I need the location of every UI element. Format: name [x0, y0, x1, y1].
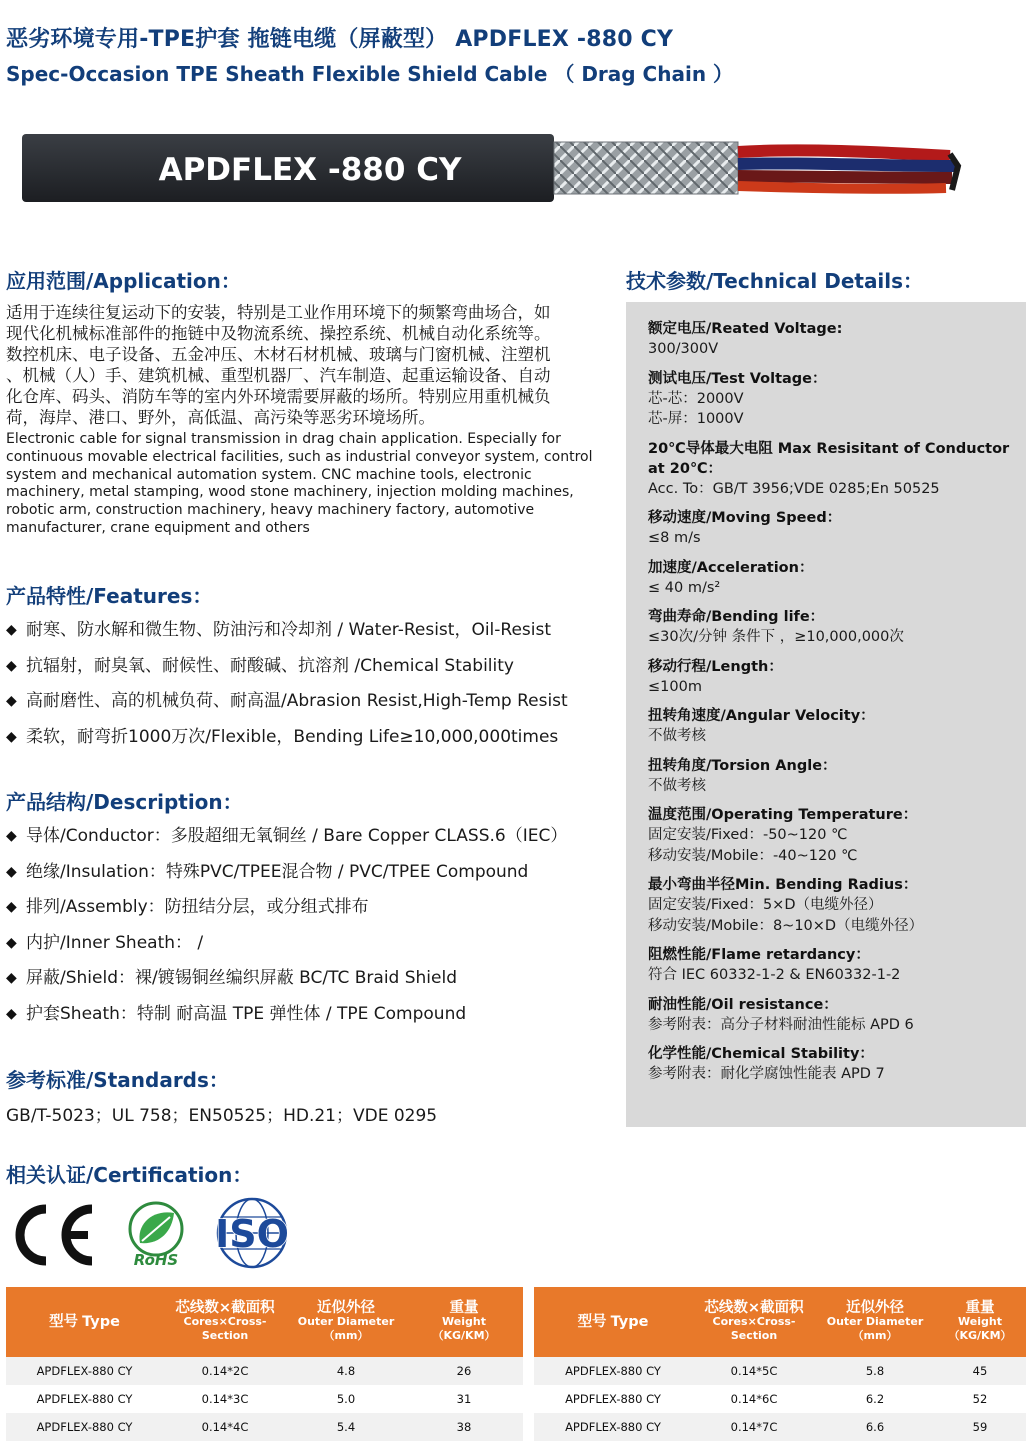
column-header-outer-diameter: 近似外径 Outer Diameter （mm） [816, 1287, 934, 1357]
tech-label: 测试电压/Test Voltage： [648, 370, 827, 387]
cell-cores: 0.14*2C [163, 1357, 287, 1385]
cell-cores: 0.14*6C [730, 1392, 778, 1406]
page-title-cn: 恶劣环境专用-TPE护套 拖链电缆（屏蔽型） APDFLEX -880 CY [6, 27, 674, 52]
tech-label: 阻燃性能/Flame retardancy： [648, 947, 870, 963]
text-line: 化仓库、码头、消防车等的室内外环境需要屏蔽的场所。特别应用重机械负 [6, 387, 551, 406]
description-text: 护套Sheath：特制 耐高温 TPE 弹性体 / TPE Compound [26, 1003, 467, 1024]
tech-label: 扭转角度/Torsion Angle： [648, 757, 837, 774]
list-item [6, 691, 616, 727]
cell-cores: 0.14*5C [692, 1357, 816, 1385]
tech-value: 固定安装/Fixed：-50~120 ℃ [648, 827, 848, 843]
column-header-weight: 重量 Weight （KG/KM） [934, 1287, 1026, 1357]
tech-value: 移动安装/Mobile：8~10×D（电缆外径） [648, 917, 924, 934]
technical-details-panel [626, 302, 1026, 1127]
cell-type: APDFLEX-880 CY [36, 1392, 133, 1406]
bullet-diamond-icon: ◆ [6, 899, 17, 915]
tech-value: 符合 IEC 60332-1-2 & EN60332-1-2 [648, 967, 901, 983]
tech-label: 20℃导体最大电阻 Max Resisitant of Conductor at 20℃： [648, 440, 1010, 477]
technical-heading: 技术参数/Technical Details： [626, 269, 924, 293]
tech-item-rated-voltage [648, 319, 1026, 360]
tech-item-moving-speed [648, 508, 1026, 549]
text-line: system and mechanical automation system. CNC machine tools, electronic [6, 466, 532, 483]
cell-type: APDFLEX-880 CY [534, 1357, 692, 1385]
feature-text: 耐寒、防水解和微生物、防油污和冷却剂 / Water-Resist，Oil-Resist [26, 620, 552, 640]
tech-value: 参考附表：耐化学腐蚀性能表 APD 7 [648, 1066, 885, 1082]
bullet-diamond-icon: ◆ [6, 693, 17, 709]
feature-text: 抗辐射，耐臭氧、耐候性、耐酸碱、抗溶剂 /Chemical Stability [26, 655, 514, 676]
column-header-cores: 芯线数×截面积 Cores×Cross-Section [692, 1287, 816, 1357]
text-line: manufacturer, crane equipment and others [6, 519, 310, 536]
svg-text:ISO: ISO [215, 1212, 289, 1256]
spec-table-left [6, 1287, 523, 1441]
svg-text:RoHS: RoHS [133, 1251, 179, 1269]
description-heading: 产品结构/Description： [6, 790, 243, 814]
tech-item-torsion-angle [648, 756, 1026, 797]
bullet-diamond-icon: ◆ [6, 622, 17, 638]
tech-label: 温度范围/Operating Temperature： [648, 807, 918, 823]
cell-od: 5.0 [336, 1392, 356, 1406]
description-text: 屏蔽/Shield：裸/镀锡铜丝编织屏蔽 BC/TC Braid Shield [26, 968, 457, 988]
tech-value: 参考附表：高分子材料耐油性能标 APD 6 [648, 1016, 914, 1033]
description-text: 内护/Inner Sheath： / [26, 932, 204, 953]
cell-weight: 31 [456, 1392, 472, 1406]
tech-value: ≤100m [648, 678, 702, 695]
feature-text: 柔软，耐弯折1000万次/Flexible，Bending Life≥10,000,000times [26, 726, 559, 747]
tech-value: 不做考核 [648, 728, 706, 744]
application-heading: 应用范围/Application： [6, 269, 241, 293]
tech-value: 固定安装/Fixed：5×D（电缆外径） [648, 897, 883, 913]
column-header-outer-diameter: 近似外径 Outer Diameter （mm） [287, 1287, 405, 1357]
tech-value: ≤30次/分钟 条件下 ，≥10,000,000次 [648, 629, 904, 645]
tech-item-operating-temperature [648, 805, 1026, 866]
tech-value: 300/300V [648, 341, 719, 357]
tech-label: 加速度/Acceleration： [648, 559, 814, 576]
application-text [6, 302, 606, 538]
cell-cores: 0.14*4C [163, 1413, 287, 1441]
cell-weight: 45 [934, 1357, 1026, 1385]
tech-item-max-resistance [648, 439, 1026, 500]
list-item [6, 897, 616, 933]
column-header-type: 型号 Type [6, 1287, 163, 1357]
features-heading: 产品特性/Features： [6, 584, 213, 608]
column-header-type: 型号 Type [534, 1287, 692, 1357]
rohs-logo [130, 1203, 182, 1269]
tech-item-chemical-stability [648, 1044, 1026, 1085]
table-row [534, 1413, 1026, 1441]
cell-cores: 0.14*3C [201, 1392, 249, 1406]
cell-od: 6.6 [816, 1413, 934, 1441]
cell-od: 5.4 [287, 1413, 405, 1441]
certification-logos [6, 1195, 326, 1275]
table-header-row [534, 1287, 1026, 1357]
text-line: machinery, metal stamping, wood stone machinery, injection molding machines, [6, 484, 574, 501]
list-item [6, 656, 616, 692]
cell-type: APDFLEX-880 CY [534, 1413, 692, 1441]
tech-value: ≤8 m/s [648, 530, 701, 546]
table-row [534, 1357, 1026, 1385]
text-line: Electronic cable for signal transmission in drag chain application. Especially for [6, 431, 561, 447]
cell-type: APDFLEX-880 CY [6, 1413, 163, 1441]
description-text: 排列/Assembly：防扭结分层，或分组式排布 [26, 897, 369, 917]
cell-type: APDFLEX-880 CY [565, 1392, 661, 1406]
table-row [6, 1357, 523, 1385]
text-line: robotic arm, construction machinery, heavy machinery factory, automotive [6, 502, 535, 519]
table-row [6, 1413, 523, 1441]
cable-braid-shield [554, 142, 738, 194]
cell-weight: 38 [405, 1413, 523, 1441]
table-row [534, 1385, 1026, 1413]
cell-weight: 52 [972, 1392, 988, 1406]
tech-label: 扭转角速度/Angular Velocity： [648, 708, 875, 724]
description-text: 绝缘/Insulation：特殊PVC/TPEE混合物 / PVC/TPEE Compound [26, 861, 529, 882]
cell-od: 5.8 [816, 1357, 934, 1385]
tech-value: 芯-屏：1000V [648, 411, 744, 427]
tech-label: 弯曲寿命/Bending life： [648, 609, 825, 625]
cell-weight: 59 [934, 1413, 1026, 1441]
text-line: 荷，海岸、港口、野外，高低温、高污染等恶劣环境场所。 [6, 408, 435, 427]
tech-label: 最小弯曲半径Min. Bending Radius： [648, 877, 918, 893]
bullet-diamond-icon: ◆ [6, 863, 17, 880]
column-header-cores: 芯线数×截面积 Cores×Cross-Section [163, 1287, 287, 1357]
cell-weight: 26 [405, 1357, 523, 1385]
cable-cores [738, 150, 958, 190]
tech-item-oil-resistance [648, 995, 1026, 1036]
application-text-cn [6, 302, 606, 428]
tech-value: ≤ 40 m/s² [648, 579, 721, 596]
tech-item-min-bending-radius [648, 875, 1026, 936]
tech-item-bending-life [648, 607, 1026, 648]
standards-heading: 参考标准/Standards： [6, 1068, 229, 1092]
text-line: 数控机床、电子设备、五金冲压、木材石材机械、玻璃与门窗机械、注塑机 [6, 345, 551, 364]
tech-label: 移动速度/Moving Speed： [648, 510, 842, 526]
bullet-diamond-icon: ◆ [6, 1005, 17, 1022]
feature-text: 高耐磨性、高的机械负荷、耐高温/Abrasion Resist,High-Temp Resist [26, 691, 568, 711]
description-text: 导体/Conductor：多股超细无氧铜丝 / Bare Copper CLASS.6（IEC） [26, 826, 568, 846]
tech-label: 耐油性能/Oil resistance： [648, 996, 838, 1013]
features-list [6, 620, 616, 762]
list-item [6, 968, 616, 1004]
text-line: 适用于连续往复运动下的安装，特别是工业作用环境下的频繁弯曲场合，如 [6, 303, 551, 322]
certification-heading: 相关认证/Certification： [6, 1163, 253, 1187]
bullet-diamond-icon: ◆ [6, 970, 17, 986]
tech-item-acceleration [648, 558, 1026, 599]
column-header-weight: 重量 Weight （KG/KM） [405, 1287, 523, 1357]
bullet-diamond-icon: ◆ [6, 728, 17, 745]
list-item [6, 862, 616, 898]
standards-text: GB/T-5023；UL 758；EN50525；HD.21；VDE 0295 [6, 1106, 438, 1126]
list-item [6, 727, 616, 763]
tech-label: 移动行程/Length： [648, 658, 783, 675]
cell-cores: 0.14*7C [692, 1413, 816, 1441]
list-item [6, 826, 616, 862]
text-line: 现代化机械标准部件的拖链中及物流系统、操控系统、机械自动化系统等。 [6, 324, 551, 343]
iso-logo [215, 1199, 289, 1267]
bullet-diamond-icon: ◆ [6, 828, 17, 844]
bullet-diamond-icon: ◆ [6, 657, 17, 674]
cable-label: APDFLEX -880 CY [158, 152, 462, 188]
cell-type: APDFLEX-880 CY [6, 1357, 163, 1385]
cell-od: 6.2 [865, 1392, 885, 1406]
tech-item-length [648, 657, 1026, 698]
list-item [6, 620, 616, 656]
bullet-diamond-icon: ◆ [6, 934, 17, 951]
description-list [6, 826, 616, 1039]
spec-table-right [534, 1287, 1026, 1441]
cable-illustration [0, 118, 1026, 248]
tech-item-angular-velocity [648, 706, 1026, 747]
list-item [6, 1004, 616, 1040]
tech-value: 不做考核 [648, 777, 706, 794]
list-item [6, 933, 616, 969]
tech-label: 额定电压/Reated Voltage: [648, 321, 843, 337]
tech-item-flame-retardancy [648, 945, 1026, 986]
text-line: continuous movable electrical facilities, such as industrial conveyor system, control [6, 448, 593, 465]
table-row [6, 1385, 523, 1413]
text-line: 、机械（人）手、建筑机械、重型机器厂、汽车制造、起重运输设备、自动 [6, 366, 551, 385]
page-title-en: Spec-Occasion TPE Sheath Flexible Shield Cable （ Drag Chain ） [6, 62, 734, 86]
tech-value: Acc. To：GB/T 3956;VDE 0285;En 50525 [648, 480, 940, 497]
tech-value: 芯-芯：2000V [648, 390, 744, 407]
tech-label: 化学性能/Chemical Stability： [648, 1046, 874, 1062]
tech-value: 移动安装/Mobile：-40~120 ℃ [648, 847, 858, 864]
ce-mark-logo [20, 1209, 92, 1261]
application-text-en [6, 431, 606, 538]
table-header-row [6, 1287, 523, 1357]
cell-od: 4.8 [287, 1357, 405, 1385]
tech-item-test-voltage [648, 369, 1026, 430]
